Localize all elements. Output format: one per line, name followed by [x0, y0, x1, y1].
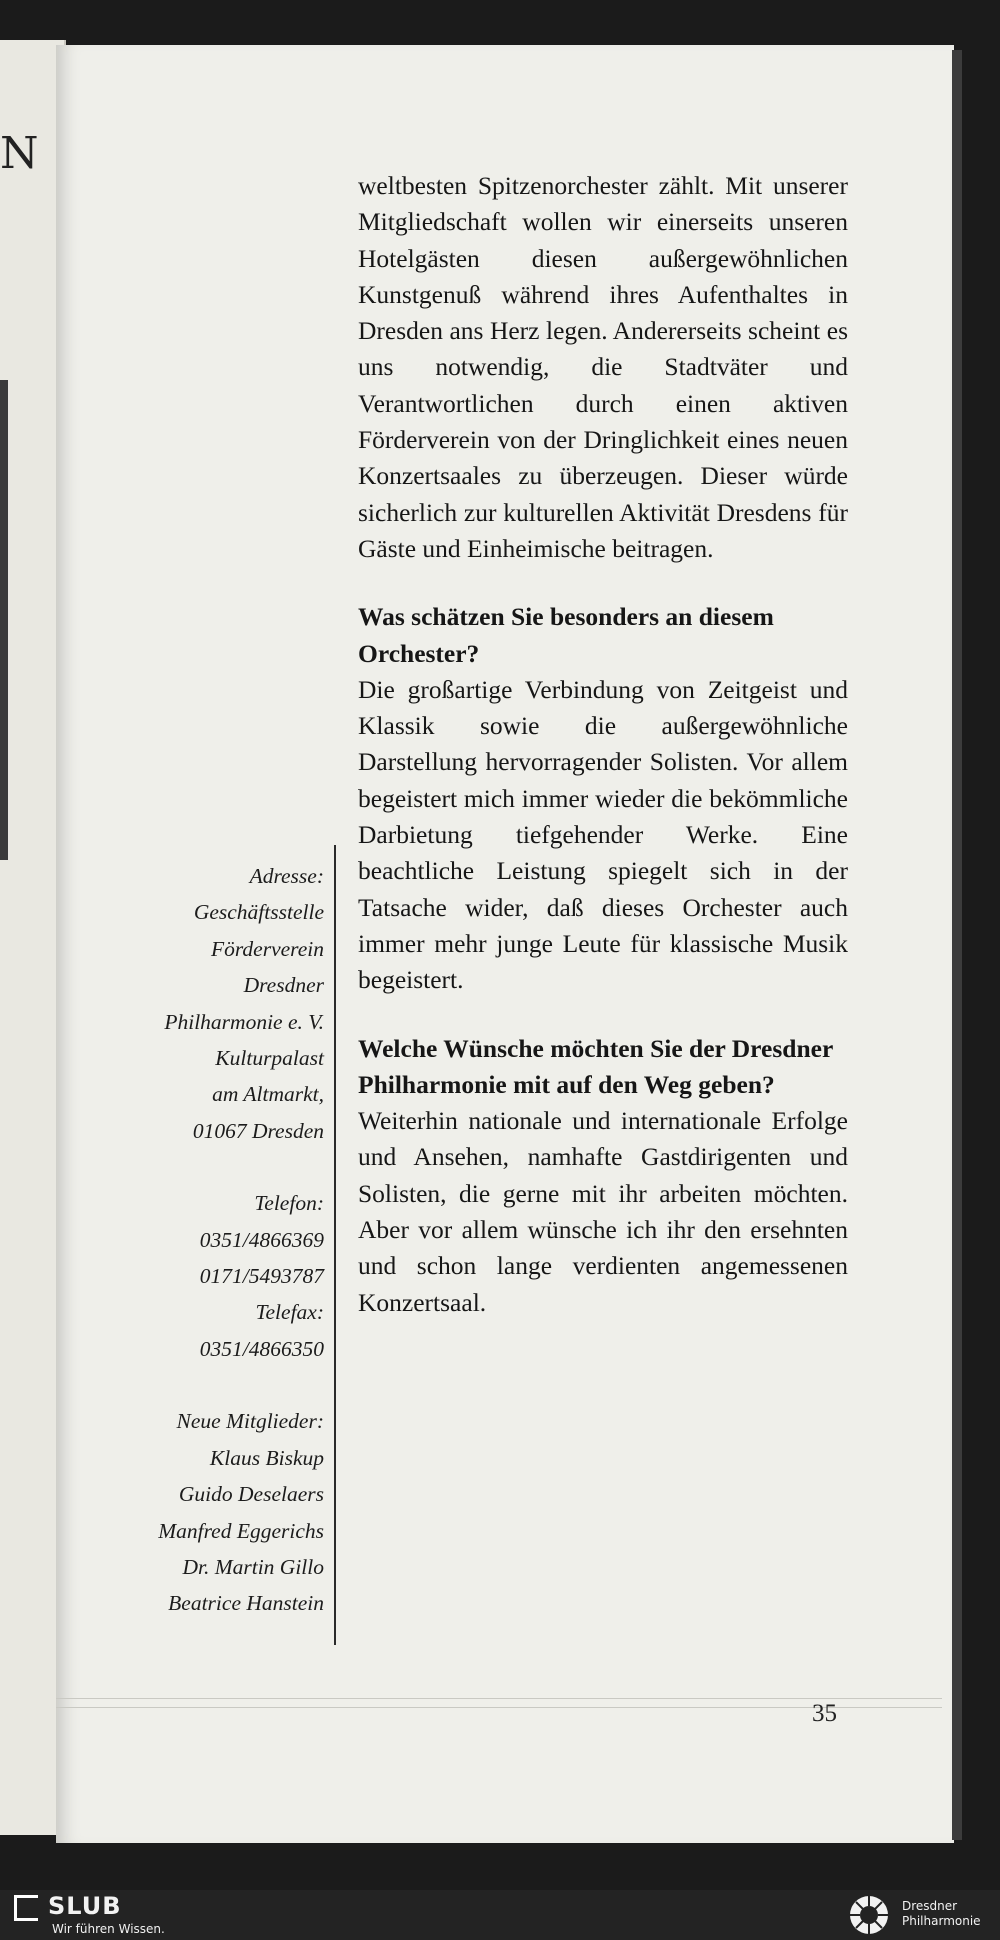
left-page-photo-edge: [0, 380, 8, 860]
address-line: Geschäftsstelle: [193, 900, 324, 925]
member-line: Dr. Martin Gillo: [182, 1554, 324, 1579]
phone-line: 0351/4866350: [199, 1336, 324, 1361]
left-page-glyph: N: [0, 128, 39, 179]
viewer-footer: [0, 1890, 1000, 1940]
address-line: Adresse:: [249, 864, 324, 888]
address-line: am Altmarkt,: [212, 1082, 324, 1107]
address-line: Dresdner: [243, 973, 324, 998]
answer-2: Weiterhin nationale und internationale Erfolge und Ansehen, namhafte Gastdirigenten und Solisten, die gerne mit ihr arbeiten möchten. Aber vor allem wünsche ich ihr den ersehnten und schon lange verdienten angemessenen Konzertsaal.: [358, 1106, 848, 1317]
member-line: Beatrice Hanstein: [168, 1591, 324, 1616]
address-line: Förderverein: [210, 936, 324, 961]
slub-name: SLUB: [48, 1892, 122, 1920]
member-line: Guido Deselaers: [178, 1482, 324, 1507]
question-2: Welche Wünsche möchten Sie der Dresdner Philharmonie mit auf den Weg geben?: [358, 1033, 833, 1099]
members-block: [110, 1403, 324, 1621]
answer-1: Die großartige Verbindung von Zeitgeist und Klassik sowie die außergewöhnliche Darstellung hervorragender Solisten. Vor allem begeistert mich immer wieder die bekömmliche Darbietung tiefgehender Werke. Eine beachtliche Leistung spiegelt sich in der Tatsache wider, daß dieses Orchester auch immer mehr junge Leute für klassische Musik begeistert.: [358, 674, 848, 995]
member-line: Klaus Biskup: [209, 1445, 324, 1470]
member-line: Manfred Eggerichs: [158, 1518, 324, 1543]
philharmonie-line-1: Dresdner: [902, 1899, 958, 1913]
sidebar: [110, 858, 324, 1622]
phone-line: 0351/4866369: [199, 1227, 324, 1252]
philharmonie-line-2: Philharmonie: [902, 1914, 981, 1928]
member-line: Neue Mitglieder:: [176, 1409, 324, 1434]
page-number: 35: [812, 1700, 837, 1727]
intro-paragraph: weltbesten Spitzenorchester zählt. Mit unserer Mitgliedschaft wollen wir einerseits unseren Hotelgästen diesen außergewöhnlichen Kunstgenuß während ihres Aufenthaltes in Dresden ans Herz legen. Andererseits scheint es uns notwendig, die Stadtväter und Verantwortlichen durch einen aktiven Förderverein von der Dringlichkeit eines neuen Konzertsaales zu überzeugen. Dieser würde sicherlich zur kulturellen Aktivität Dresdens für Gäste und Einheimische beitragen.: [358, 171, 848, 563]
question-1: Was schätzen Sie besonders an diesem Orchester?: [358, 602, 774, 668]
footer-rule: [56, 1698, 942, 1708]
article-body: [358, 168, 848, 1321]
philharmonie-logo-icon: [846, 1894, 892, 1936]
address-line: Philharmonie e. V.: [164, 1009, 324, 1034]
address-line: Kulturpalast: [215, 1046, 324, 1071]
philharmonie-name: [902, 1899, 981, 1929]
slub-claim: Wir führen Wissen.: [52, 1922, 165, 1936]
slub-logo-icon: [14, 1895, 38, 1921]
phone-line: Telefax:: [255, 1300, 324, 1325]
address-line: 01067 Dresden: [192, 1118, 324, 1143]
address-block: [110, 858, 324, 1149]
phone-line: 0171/5493787: [199, 1264, 324, 1289]
phone-block: [110, 1185, 324, 1367]
page-edge-shadow: [952, 50, 962, 1840]
phone-line: Telefon:: [254, 1191, 324, 1216]
sidebar-divider: [334, 845, 336, 1645]
